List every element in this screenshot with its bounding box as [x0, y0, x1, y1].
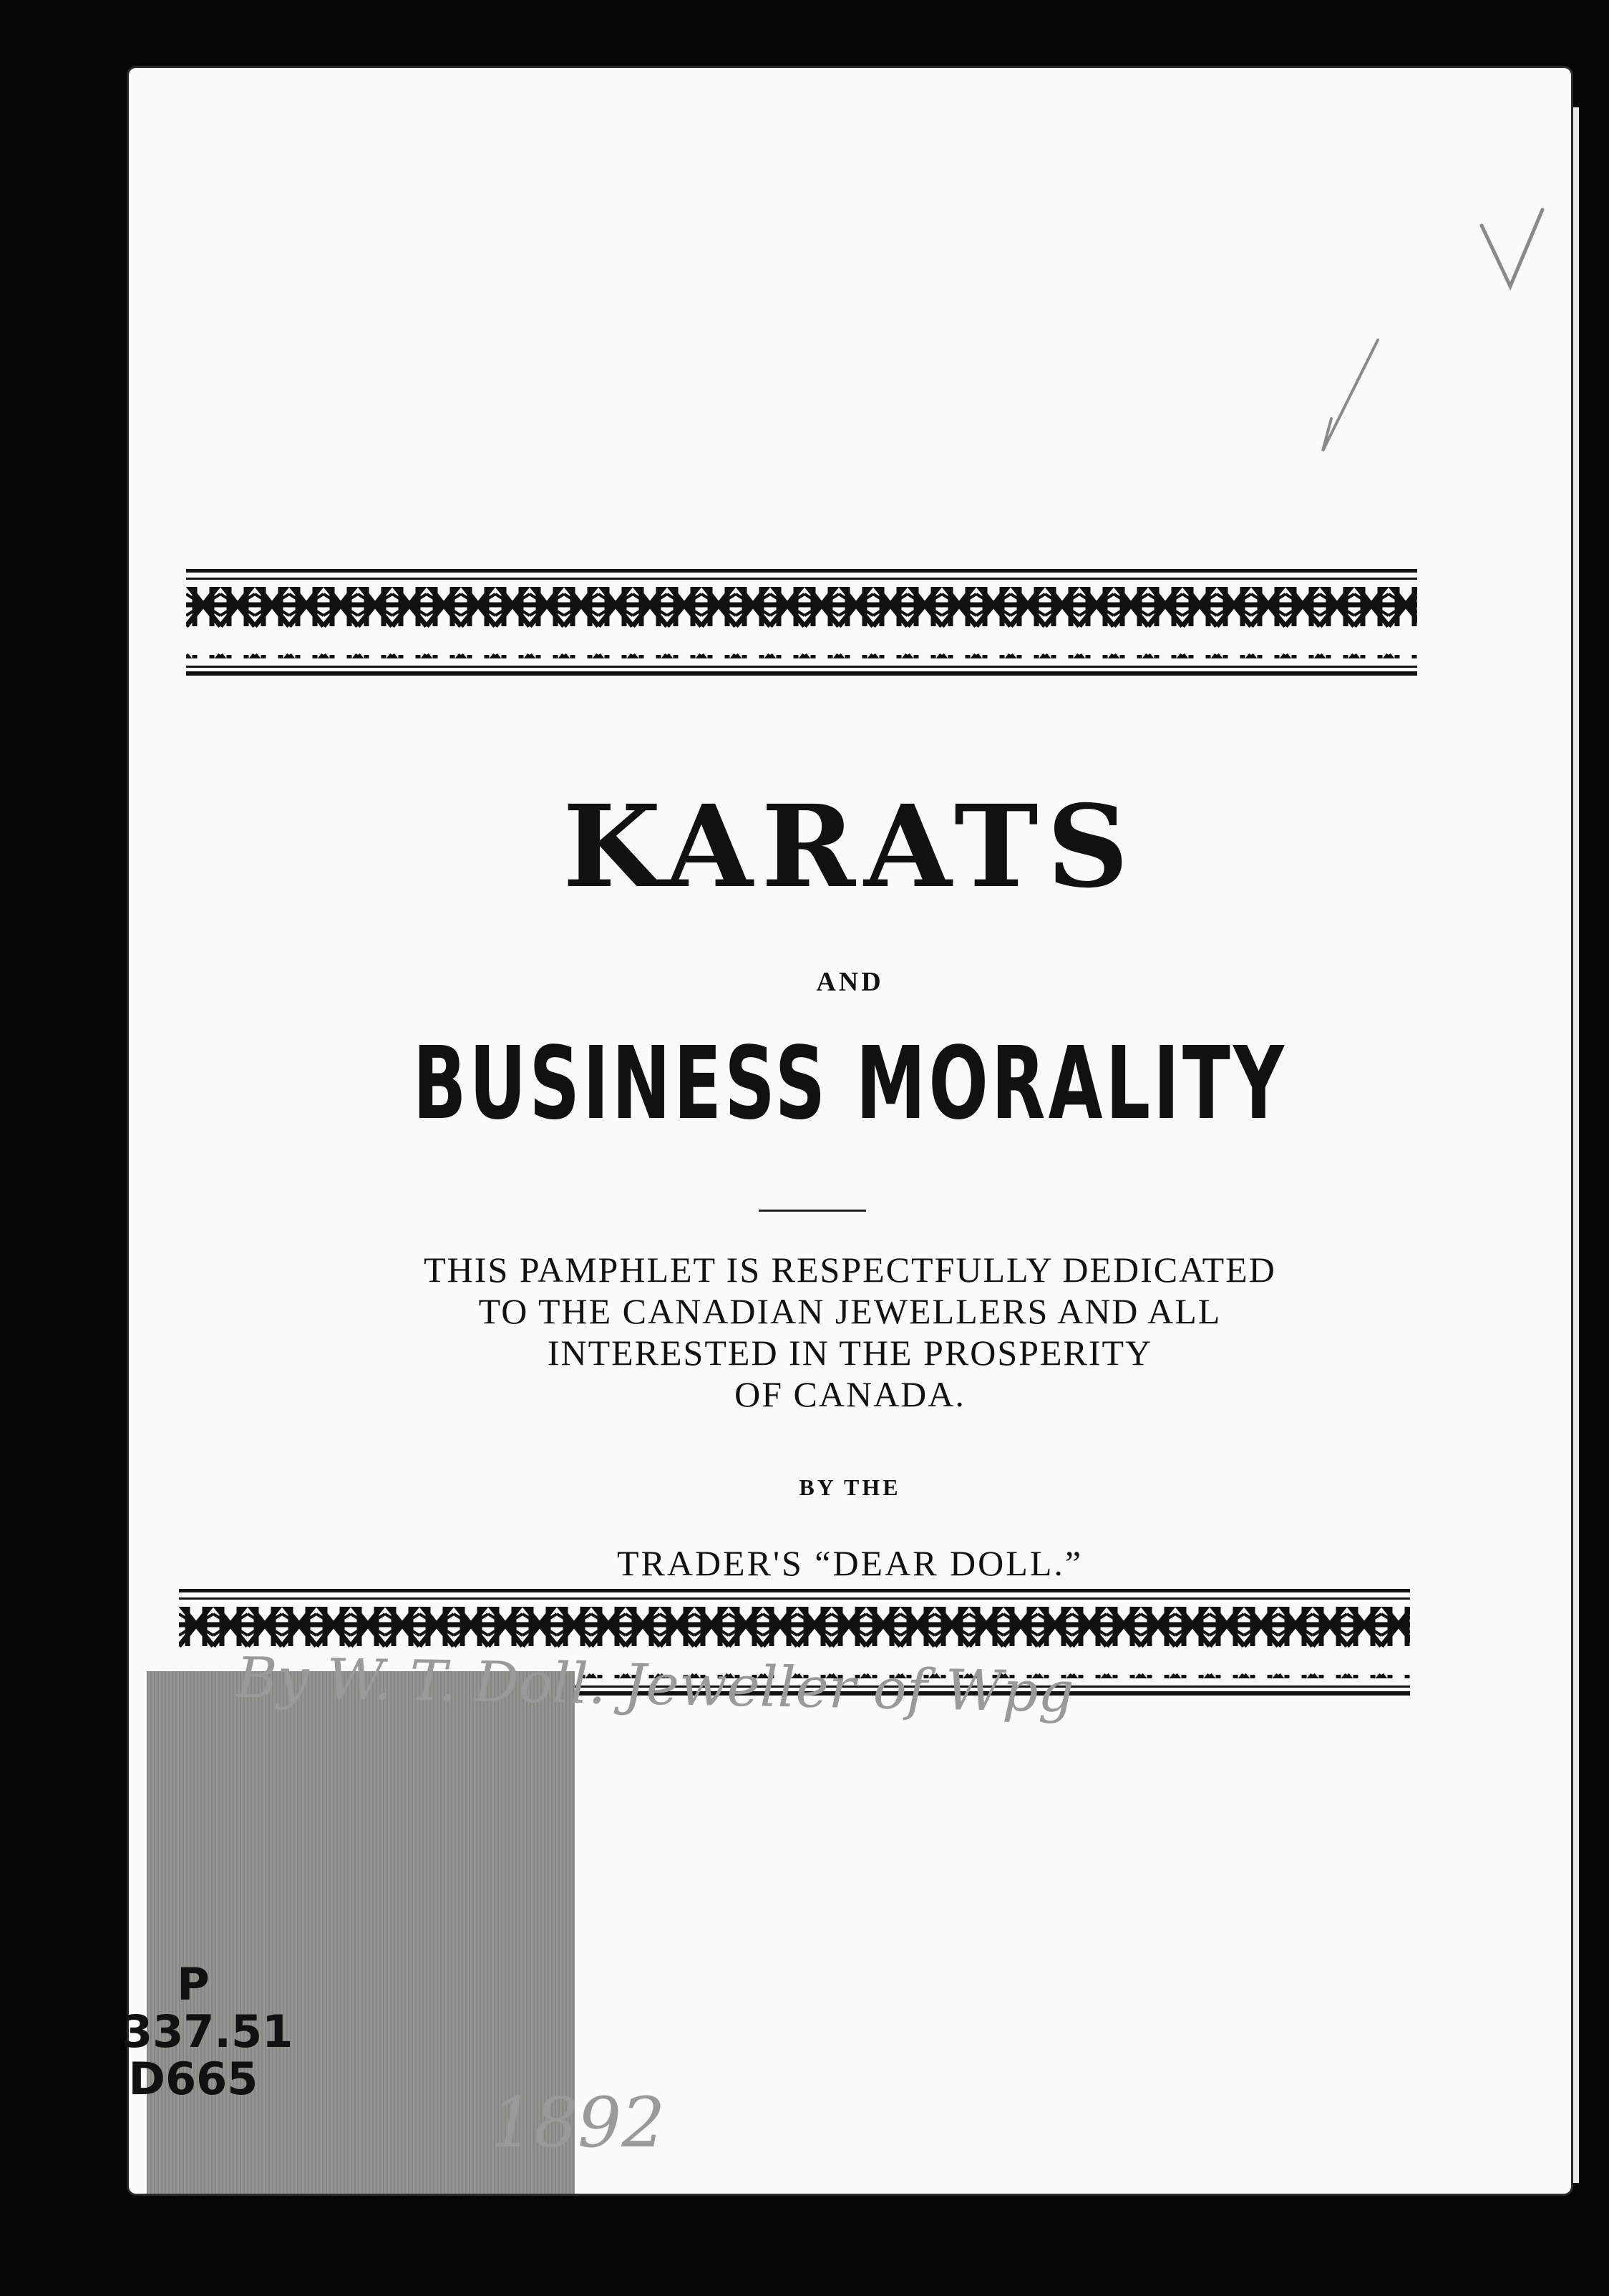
- title-connector: AND: [816, 967, 884, 997]
- handwritten-attribution: By W. T. Doll. Jeweller of Wpg: [235, 1645, 1075, 1726]
- dedication-line: INTERESTED IN THE PROSPERITY: [547, 1333, 1153, 1373]
- dedication-line: OF CANADA.: [734, 1374, 966, 1414]
- ornament-pattern-top: [186, 569, 1417, 676]
- title-business-morality: BUSINESS MORALITY: [412, 1026, 1288, 1142]
- call-number-line: D665: [128, 2053, 258, 2105]
- dedication: [129, 1249, 1571, 1415]
- author-name: TRADER'S “DEAR DOLL.”: [616, 1543, 1084, 1583]
- pamphlet-cover: [129, 68, 1571, 2194]
- divider-rule: [759, 1210, 866, 1212]
- title-karats: KARATS: [563, 781, 1137, 913]
- faint-handwriting-top: [236, 165, 250, 215]
- pencil-check-marks: [1310, 204, 1560, 462]
- byline: BY THE: [799, 1474, 901, 1500]
- dedication-line: TO THE CANADIAN JEWELLERS AND ALL: [478, 1291, 1222, 1331]
- call-number: [122, 1958, 293, 2105]
- dedication-line: THIS PAMPHLET IS RESPECTFULLY DEDICATED: [424, 1250, 1276, 1290]
- handwritten-year: 1892: [490, 2083, 666, 2163]
- call-number-line: P: [177, 1958, 210, 2010]
- call-number-line: 337.51: [122, 2005, 293, 2058]
- ornamental-border-top: [186, 569, 1417, 676]
